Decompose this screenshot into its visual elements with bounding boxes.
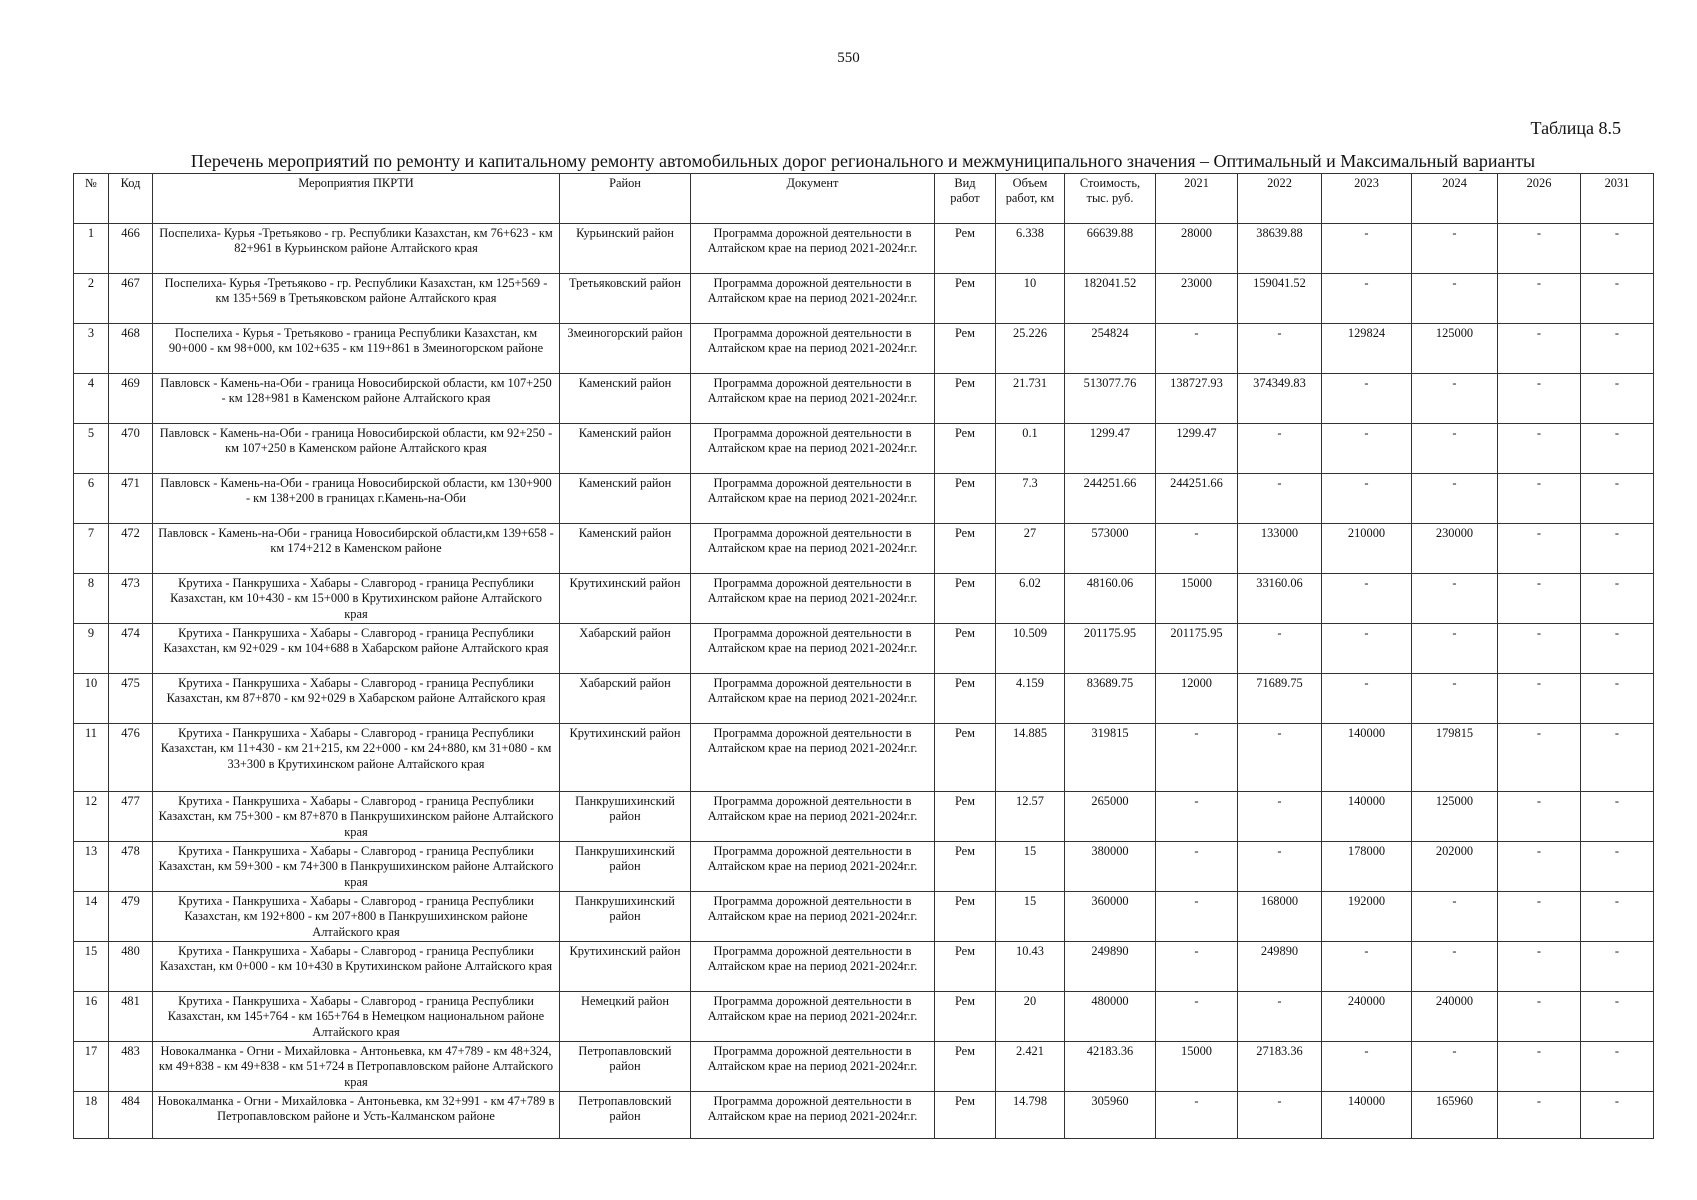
table-header-row xyxy=(74,174,1654,224)
table-row xyxy=(74,574,1654,624)
cost-cell: 244251.66 xyxy=(1065,474,1156,524)
year-2023-cell: - xyxy=(1322,574,1412,624)
cost-cell: 513077.76 xyxy=(1065,374,1156,424)
work-type-cell: Рем xyxy=(935,524,996,574)
year-2021-cell: - xyxy=(1156,792,1238,842)
volume-cell: 2.421 xyxy=(996,1042,1065,1092)
year-2022-cell: 374349.83 xyxy=(1238,374,1322,424)
work-type-cell: Рем xyxy=(935,574,996,624)
document-cell: Программа дорожной деятельности в Алтайском крае на период 2021-2024г.г. xyxy=(691,474,935,524)
measure-cell: Крутиха - Панкрушиха - Хабары - Славгород - граница Республики Казахстан, км 192+800 - км 207+800 в Панкрушихинском районе Алтайского края xyxy=(153,892,560,942)
row-number: 7 xyxy=(74,524,109,574)
year-2021-cell: 12000 xyxy=(1156,674,1238,724)
road-code: 484 xyxy=(109,1092,153,1139)
year-2024-cell: 240000 xyxy=(1412,992,1498,1042)
year-2024-cell: - xyxy=(1412,274,1498,324)
road-code: 474 xyxy=(109,624,153,674)
measure-cell: Крутиха - Панкрушиха - Хабары - Славгород - граница Республики Казахстан, км 59+300 - км 74+300 в Панкрушихинском районе Алтайского края xyxy=(153,842,560,892)
row-number: 14 xyxy=(74,892,109,942)
cost-cell: 83689.75 xyxy=(1065,674,1156,724)
year-2023-cell: - xyxy=(1322,474,1412,524)
year-2022-cell: - xyxy=(1238,624,1322,674)
year-2026-cell: - xyxy=(1498,424,1581,474)
column-header: Мероприятия ПКРТИ xyxy=(153,174,560,224)
volume-cell: 21.731 xyxy=(996,374,1065,424)
year-2021-cell: - xyxy=(1156,942,1238,992)
table-row xyxy=(74,474,1654,524)
measure-cell: Новокалманка - Огни - Михайловка - Антоньевка, км 32+991 - км 47+789 в Петропавловском районе и Усть-Калманском районе xyxy=(153,1092,560,1139)
district-cell: Курьинский район xyxy=(560,224,691,274)
measure-cell: Поспелиха- Курья -Третьяково - гр. Республики Казахстан, км 76+623 - км 82+961 в Курьинском районе Алтайского края xyxy=(153,224,560,274)
cost-cell: 265000 xyxy=(1065,792,1156,842)
page-number: 550 xyxy=(837,50,860,66)
year-2023-cell: 240000 xyxy=(1322,992,1412,1042)
table-row xyxy=(74,374,1654,424)
year-2023-cell: 178000 xyxy=(1322,842,1412,892)
work-type-cell: Рем xyxy=(935,1042,996,1092)
year-2031-cell: - xyxy=(1581,892,1654,942)
column-header: 2023 xyxy=(1322,174,1412,224)
district-cell: Петропавловский район xyxy=(560,1042,691,1092)
year-2024-cell: - xyxy=(1412,942,1498,992)
road-code: 476 xyxy=(109,724,153,792)
road-code: 475 xyxy=(109,674,153,724)
measure-cell: Павловск - Камень-на-Оби - граница Новосибирской области, км 107+250 - км 128+981 в Каменском районе Алтайского края xyxy=(153,374,560,424)
road-code: 483 xyxy=(109,1042,153,1092)
document-cell: Программа дорожной деятельности в Алтайском крае на период 2021-2024г.г. xyxy=(691,792,935,842)
road-code: 480 xyxy=(109,942,153,992)
year-2031-cell: - xyxy=(1581,674,1654,724)
work-type-cell: Рем xyxy=(935,274,996,324)
table-row xyxy=(74,892,1654,942)
year-2024-cell: - xyxy=(1412,224,1498,274)
table-row xyxy=(74,792,1654,842)
year-2023-cell: 210000 xyxy=(1322,524,1412,574)
document-cell: Программа дорожной деятельности в Алтайском крае на период 2021-2024г.г. xyxy=(691,324,935,374)
table-row xyxy=(74,524,1654,574)
volume-cell: 12.57 xyxy=(996,792,1065,842)
document-cell: Программа дорожной деятельности в Алтайском крае на период 2021-2024г.г. xyxy=(691,892,935,942)
work-type-cell: Рем xyxy=(935,892,996,942)
year-2023-cell: - xyxy=(1322,274,1412,324)
year-2023-cell: 129824 xyxy=(1322,324,1412,374)
column-header: Стоимость, тыс. руб. xyxy=(1065,174,1156,224)
table-row xyxy=(74,224,1654,274)
work-type-cell: Рем xyxy=(935,724,996,792)
row-number: 6 xyxy=(74,474,109,524)
work-type-cell: Рем xyxy=(935,674,996,724)
year-2024-cell: - xyxy=(1412,474,1498,524)
road-code: 471 xyxy=(109,474,153,524)
volume-cell: 10.509 xyxy=(996,624,1065,674)
document-cell: Программа дорожной деятельности в Алтайском крае на период 2021-2024г.г. xyxy=(691,942,935,992)
road-code: 481 xyxy=(109,992,153,1042)
year-2024-cell: 179815 xyxy=(1412,724,1498,792)
measure-cell: Павловск - Камень-на-Оби - граница Новосибирской области, км 92+250 - км 107+250 в Каменском районе Алтайского края xyxy=(153,424,560,474)
year-2023-cell: 140000 xyxy=(1322,792,1412,842)
year-2022-cell: 133000 xyxy=(1238,524,1322,574)
road-code: 478 xyxy=(109,842,153,892)
work-type-cell: Рем xyxy=(935,424,996,474)
year-2021-cell: - xyxy=(1156,524,1238,574)
district-cell: Петропавловский район xyxy=(560,1092,691,1139)
row-number: 5 xyxy=(74,424,109,474)
cost-cell: 42183.36 xyxy=(1065,1042,1156,1092)
row-number: 16 xyxy=(74,992,109,1042)
year-2031-cell: - xyxy=(1581,274,1654,324)
district-cell: Панкрушихинский район xyxy=(560,792,691,842)
year-2031-cell: - xyxy=(1581,574,1654,624)
volume-cell: 10.43 xyxy=(996,942,1065,992)
cost-cell: 249890 xyxy=(1065,942,1156,992)
year-2021-cell: 244251.66 xyxy=(1156,474,1238,524)
year-2026-cell: - xyxy=(1498,992,1581,1042)
year-2022-cell: 38639.88 xyxy=(1238,224,1322,274)
year-2026-cell: - xyxy=(1498,942,1581,992)
year-2024-cell: - xyxy=(1412,674,1498,724)
column-header: Код xyxy=(109,174,153,224)
row-number: 11 xyxy=(74,724,109,792)
year-2023-cell: 192000 xyxy=(1322,892,1412,942)
cost-cell: 305960 xyxy=(1065,1092,1156,1139)
year-2023-cell: - xyxy=(1322,942,1412,992)
row-number: 2 xyxy=(74,274,109,324)
district-cell: Змеиногорский район xyxy=(560,324,691,374)
year-2024-cell: - xyxy=(1412,424,1498,474)
year-2021-cell: 15000 xyxy=(1156,574,1238,624)
year-2023-cell: 140000 xyxy=(1322,724,1412,792)
year-2024-cell: - xyxy=(1412,574,1498,624)
year-2024-cell: 125000 xyxy=(1412,792,1498,842)
work-type-cell: Рем xyxy=(935,624,996,674)
year-2023-cell: - xyxy=(1322,224,1412,274)
document-cell: Программа дорожной деятельности в Алтайском крае на период 2021-2024г.г. xyxy=(691,842,935,892)
row-number: 4 xyxy=(74,374,109,424)
year-2026-cell: - xyxy=(1498,224,1581,274)
measure-cell: Павловск - Камень-на-Оби - граница Новосибирской области, км 130+900 - км 138+200 в границах г.Камень-на-Оби xyxy=(153,474,560,524)
year-2022-cell: - xyxy=(1238,424,1322,474)
year-2021-cell: - xyxy=(1156,992,1238,1042)
volume-cell: 27 xyxy=(996,524,1065,574)
row-number: 3 xyxy=(74,324,109,374)
district-cell: Каменский район xyxy=(560,524,691,574)
district-cell: Крутихинский район xyxy=(560,942,691,992)
year-2031-cell: - xyxy=(1581,792,1654,842)
volume-cell: 25.226 xyxy=(996,324,1065,374)
table-row xyxy=(74,1042,1654,1092)
row-number: 1 xyxy=(74,224,109,274)
work-type-cell: Рем xyxy=(935,374,996,424)
column-header: 2026 xyxy=(1498,174,1581,224)
measure-cell: Крутиха - Панкрушиха - Хабары - Славгород - граница Республики Казахстан, км 87+870 - км 92+029 в Хабарском районе Алтайского края xyxy=(153,674,560,724)
cost-cell: 480000 xyxy=(1065,992,1156,1042)
volume-cell: 6.338 xyxy=(996,224,1065,274)
row-number: 17 xyxy=(74,1042,109,1092)
volume-cell: 10 xyxy=(996,274,1065,324)
measure-cell: Новокалманка - Огни - Михайловка - Антоньевка, км 47+789 - км 48+324, км 49+838 - км 49+838 - км 51+724 в Петропавловском районе Алтайского края xyxy=(153,1042,560,1092)
district-cell: Немецкий район xyxy=(560,992,691,1042)
road-code: 477 xyxy=(109,792,153,842)
year-2022-cell: - xyxy=(1238,842,1322,892)
year-2031-cell: - xyxy=(1581,724,1654,792)
row-number: 9 xyxy=(74,624,109,674)
work-type-cell: Рем xyxy=(935,792,996,842)
column-header: 2021 xyxy=(1156,174,1238,224)
year-2022-cell: 71689.75 xyxy=(1238,674,1322,724)
year-2024-cell: 165960 xyxy=(1412,1092,1498,1139)
year-2026-cell: - xyxy=(1498,842,1581,892)
volume-cell: 14.885 xyxy=(996,724,1065,792)
work-type-cell: Рем xyxy=(935,992,996,1042)
document-cell: Программа дорожной деятельности в Алтайском крае на период 2021-2024г.г. xyxy=(691,674,935,724)
column-header: Объем работ, км xyxy=(996,174,1065,224)
measures-table xyxy=(73,173,1654,1139)
document-cell: Программа дорожной деятельности в Алтайском крае на период 2021-2024г.г. xyxy=(691,374,935,424)
year-2021-cell: - xyxy=(1156,724,1238,792)
table-row xyxy=(74,624,1654,674)
document-cell: Программа дорожной деятельности в Алтайском крае на период 2021-2024г.г. xyxy=(691,724,935,792)
cost-cell: 380000 xyxy=(1065,842,1156,892)
cost-cell: 573000 xyxy=(1065,524,1156,574)
measure-cell: Крутиха - Панкрушиха - Хабары - Славгород - граница Республики Казахстан, км 75+300 - км 87+870 в Панкрушихинском районе Алтайского края xyxy=(153,792,560,842)
table-caption: Таблица 8.5 xyxy=(1530,118,1621,138)
year-2024-cell: - xyxy=(1412,624,1498,674)
column-header: 2022 xyxy=(1238,174,1322,224)
year-2022-cell: - xyxy=(1238,474,1322,524)
document-cell: Программа дорожной деятельности в Алтайском крае на период 2021-2024г.г. xyxy=(691,624,935,674)
year-2026-cell: - xyxy=(1498,374,1581,424)
table-row xyxy=(74,424,1654,474)
year-2026-cell: - xyxy=(1498,1092,1581,1139)
district-cell: Хабарский район xyxy=(560,624,691,674)
district-cell: Панкрушихинский район xyxy=(560,842,691,892)
year-2021-cell: 15000 xyxy=(1156,1042,1238,1092)
row-number: 10 xyxy=(74,674,109,724)
year-2022-cell: 168000 xyxy=(1238,892,1322,942)
row-number: 12 xyxy=(74,792,109,842)
column-header: Район xyxy=(560,174,691,224)
work-type-cell: Рем xyxy=(935,324,996,374)
work-type-cell: Рем xyxy=(935,842,996,892)
year-2022-cell: 249890 xyxy=(1238,942,1322,992)
cost-cell: 360000 xyxy=(1065,892,1156,942)
row-number: 8 xyxy=(74,574,109,624)
year-2024-cell: - xyxy=(1412,374,1498,424)
table-row xyxy=(74,992,1654,1042)
year-2021-cell: 23000 xyxy=(1156,274,1238,324)
document-cell: Программа дорожной деятельности в Алтайском крае на период 2021-2024г.г. xyxy=(691,1092,935,1139)
year-2026-cell: - xyxy=(1498,324,1581,374)
road-code: 466 xyxy=(109,224,153,274)
road-code: 472 xyxy=(109,524,153,574)
year-2026-cell: - xyxy=(1498,574,1581,624)
year-2031-cell: - xyxy=(1581,992,1654,1042)
document-cell: Программа дорожной деятельности в Алтайском крае на период 2021-2024г.г. xyxy=(691,1042,935,1092)
table-title: Перечень мероприятий по ремонту и капитальному ремонту автомобильных дорог регионального и межмуниципального значения – Оптимальный и Максимальный варианты xyxy=(190,151,1536,171)
table-body xyxy=(74,224,1654,1139)
year-2021-cell: - xyxy=(1156,1092,1238,1139)
year-2022-cell: - xyxy=(1238,324,1322,374)
year-2021-cell: 1299.47 xyxy=(1156,424,1238,474)
measure-cell: Поспелиха - Курья - Третьяково - граница Республики Казахстан, км 90+000 - км 98+000, км 102+635 - км 119+861 в Змеиногорском районе xyxy=(153,324,560,374)
year-2026-cell: - xyxy=(1498,892,1581,942)
column-header: Документ xyxy=(691,174,935,224)
year-2022-cell: - xyxy=(1238,792,1322,842)
row-number: 15 xyxy=(74,942,109,992)
year-2021-cell: - xyxy=(1156,324,1238,374)
column-header: 2024 xyxy=(1412,174,1498,224)
year-2021-cell: - xyxy=(1156,892,1238,942)
road-code: 473 xyxy=(109,574,153,624)
measure-cell: Крутиха - Панкрушиха - Хабары - Славгород - граница Республики Казахстан, км 11+430 - км 21+215, км 22+000 - км 24+880, км 31+080 - км 33+300 в Крутихинском районе Алтайского края xyxy=(153,724,560,792)
district-cell: Крутихинский район xyxy=(560,574,691,624)
year-2026-cell: - xyxy=(1498,724,1581,792)
work-type-cell: Рем xyxy=(935,474,996,524)
row-number: 13 xyxy=(74,842,109,892)
document-cell: Программа дорожной деятельности в Алтайском крае на период 2021-2024г.г. xyxy=(691,274,935,324)
table-row xyxy=(74,724,1654,792)
year-2026-cell: - xyxy=(1498,1042,1581,1092)
cost-cell: 254824 xyxy=(1065,324,1156,374)
year-2022-cell: - xyxy=(1238,724,1322,792)
district-cell: Каменский район xyxy=(560,374,691,424)
year-2026-cell: - xyxy=(1498,792,1581,842)
table-row xyxy=(74,674,1654,724)
district-cell: Крутихинский район xyxy=(560,724,691,792)
measure-cell: Павловск - Камень-на-Оби - граница Новосибирской области,км 139+658 - км 174+212 в Каменском районе xyxy=(153,524,560,574)
year-2031-cell: - xyxy=(1581,942,1654,992)
table-row xyxy=(74,274,1654,324)
measure-cell: Крутиха - Панкрушиха - Хабары - Славгород - граница Республики Казахстан, км 92+029 - км 104+688 в Хабарском районе Алтайского края xyxy=(153,624,560,674)
district-cell: Третьяковский район xyxy=(560,274,691,324)
year-2031-cell: - xyxy=(1581,1092,1654,1139)
year-2031-cell: - xyxy=(1581,224,1654,274)
year-2031-cell: - xyxy=(1581,624,1654,674)
year-2023-cell: - xyxy=(1322,624,1412,674)
road-code: 479 xyxy=(109,892,153,942)
year-2031-cell: - xyxy=(1581,324,1654,374)
table-row xyxy=(74,324,1654,374)
road-code: 468 xyxy=(109,324,153,374)
year-2024-cell: 230000 xyxy=(1412,524,1498,574)
road-code: 469 xyxy=(109,374,153,424)
road-code: 470 xyxy=(109,424,153,474)
volume-cell: 15 xyxy=(996,892,1065,942)
document-cell: Программа дорожной деятельности в Алтайском крае на период 2021-2024г.г. xyxy=(691,224,935,274)
road-code: 467 xyxy=(109,274,153,324)
work-type-cell: Рем xyxy=(935,942,996,992)
year-2022-cell: - xyxy=(1238,992,1322,1042)
year-2031-cell: - xyxy=(1581,842,1654,892)
cost-cell: 319815 xyxy=(1065,724,1156,792)
year-2026-cell: - xyxy=(1498,674,1581,724)
cost-cell: 1299.47 xyxy=(1065,424,1156,474)
year-2024-cell: - xyxy=(1412,1042,1498,1092)
document-cell: Программа дорожной деятельности в Алтайском крае на период 2021-2024г.г. xyxy=(691,992,935,1042)
volume-cell: 0.1 xyxy=(996,424,1065,474)
document-cell: Программа дорожной деятельности в Алтайском крае на период 2021-2024г.г. xyxy=(691,524,935,574)
volume-cell: 6.02 xyxy=(996,574,1065,624)
measure-cell: Крутиха - Панкрушиха - Хабары - Славгород - граница Республики Казахстан, км 0+000 - км 10+430 в Крутихинском районе Алтайского края xyxy=(153,942,560,992)
year-2022-cell: - xyxy=(1238,1092,1322,1139)
year-2023-cell: 140000 xyxy=(1322,1092,1412,1139)
district-cell: Хабарский район xyxy=(560,674,691,724)
district-cell: Каменский район xyxy=(560,424,691,474)
year-2021-cell: 28000 xyxy=(1156,224,1238,274)
year-2031-cell: - xyxy=(1581,474,1654,524)
year-2031-cell: - xyxy=(1581,424,1654,474)
column-header: № xyxy=(74,174,109,224)
table-row xyxy=(74,1092,1654,1139)
volume-cell: 4.159 xyxy=(996,674,1065,724)
volume-cell: 20 xyxy=(996,992,1065,1042)
measure-cell: Поспелиха- Курья -Третьяково - гр. Республики Казахстан, км 125+569 - км 135+569 в Третьяковском районе Алтайского края xyxy=(153,274,560,324)
year-2021-cell: - xyxy=(1156,842,1238,892)
measure-cell: Крутиха - Панкрушиха - Хабары - Славгород - граница Республики Казахстан, км 145+764 - км 165+764 в Немецком национальном районе Алтайского края xyxy=(153,992,560,1042)
year-2031-cell: - xyxy=(1581,374,1654,424)
district-cell: Каменский район xyxy=(560,474,691,524)
row-number: 18 xyxy=(74,1092,109,1139)
year-2026-cell: - xyxy=(1498,474,1581,524)
year-2023-cell: - xyxy=(1322,374,1412,424)
volume-cell: 7.3 xyxy=(996,474,1065,524)
cost-cell: 48160.06 xyxy=(1065,574,1156,624)
volume-cell: 14.798 xyxy=(996,1092,1065,1139)
district-cell: Панкрушихинский район xyxy=(560,892,691,942)
work-type-cell: Рем xyxy=(935,224,996,274)
year-2024-cell: 125000 xyxy=(1412,324,1498,374)
volume-cell: 15 xyxy=(996,842,1065,892)
work-type-cell: Рем xyxy=(935,1092,996,1139)
year-2031-cell: - xyxy=(1581,1042,1654,1092)
year-2023-cell: - xyxy=(1322,1042,1412,1092)
cost-cell: 182041.52 xyxy=(1065,274,1156,324)
year-2022-cell: 27183.36 xyxy=(1238,1042,1322,1092)
cost-cell: 66639.88 xyxy=(1065,224,1156,274)
year-2022-cell: 33160.06 xyxy=(1238,574,1322,624)
cost-cell: 201175.95 xyxy=(1065,624,1156,674)
year-2026-cell: - xyxy=(1498,524,1581,574)
year-2021-cell: 201175.95 xyxy=(1156,624,1238,674)
year-2021-cell: 138727.93 xyxy=(1156,374,1238,424)
year-2026-cell: - xyxy=(1498,624,1581,674)
year-2024-cell: - xyxy=(1412,892,1498,942)
year-2024-cell: 202000 xyxy=(1412,842,1498,892)
year-2026-cell: - xyxy=(1498,274,1581,324)
year-2031-cell: - xyxy=(1581,524,1654,574)
table-row xyxy=(74,842,1654,892)
column-header: 2031 xyxy=(1581,174,1654,224)
year-2023-cell: - xyxy=(1322,424,1412,474)
document-cell: Программа дорожной деятельности в Алтайском крае на период 2021-2024г.г. xyxy=(691,574,935,624)
measure-cell: Крутиха - Панкрушиха - Хабары - Славгород - граница Республики Казахстан, км 10+430 - км 15+000 в Крутихинском районе Алтайского края xyxy=(153,574,560,624)
table-row xyxy=(74,942,1654,992)
year-2023-cell: - xyxy=(1322,674,1412,724)
document-cell: Программа дорожной деятельности в Алтайском крае на период 2021-2024г.г. xyxy=(691,424,935,474)
year-2022-cell: 159041.52 xyxy=(1238,274,1322,324)
column-header: Вид работ xyxy=(935,174,996,224)
